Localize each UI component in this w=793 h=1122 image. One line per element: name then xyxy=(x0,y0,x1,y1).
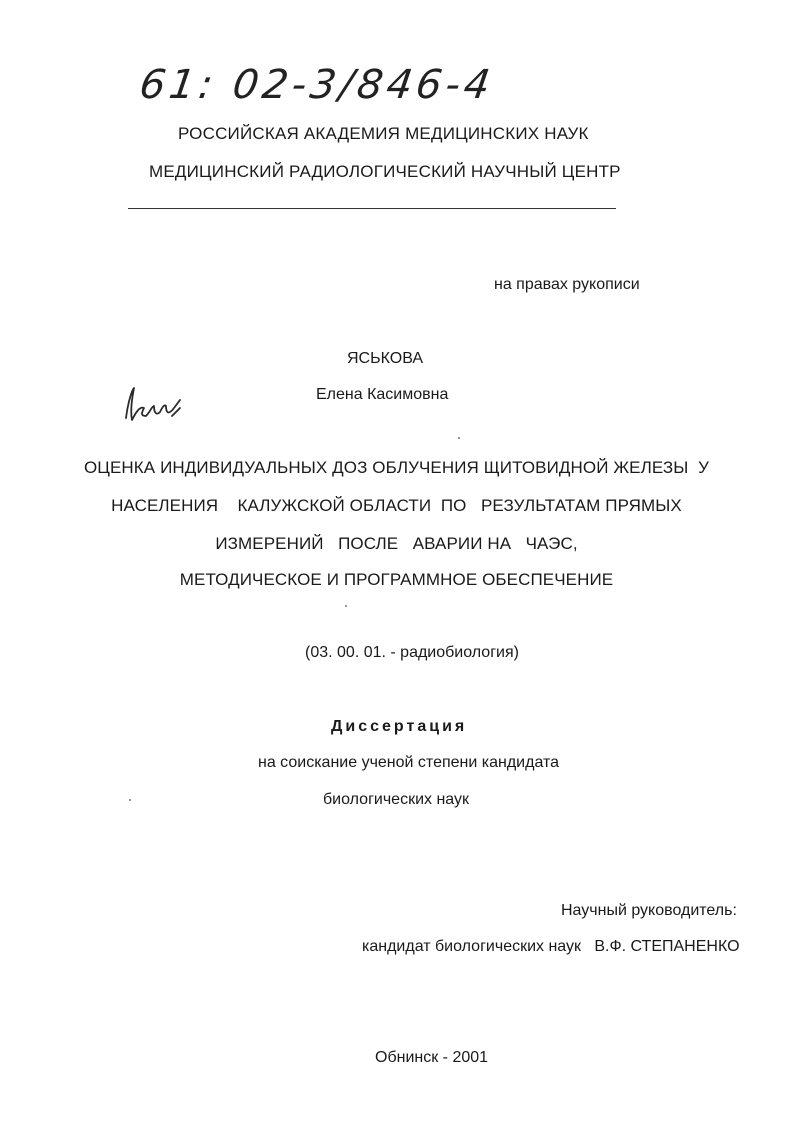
academy-name: РОССИЙСКАЯ АКАДЕМИЯ МЕДИЦИНСКИХ НАУК xyxy=(178,124,589,143)
title-line-1: ОЦЕНКА ИНДИВИДУАЛЬНЫХ ДОЗ ОБЛУЧЕНИЯ ЩИТОВИДНОЙ ЖЕЛЕЗЫ У xyxy=(83,458,709,477)
specialty: (03. 00. 01. - радиобиология) xyxy=(305,644,519,661)
scan-speck xyxy=(345,605,347,607)
title-line-2: НАСЕЛЕНИЯ КАЛУЖСКОЙ ОБЛАСТИ ПО РЕЗУЛЬТАТАМ ПРЯМЫХ xyxy=(111,496,682,515)
header-divider xyxy=(128,208,616,209)
manuscript-note: на правах рукописи xyxy=(494,276,640,293)
dissertation-label: Диссертация xyxy=(331,718,468,735)
archive-code: 61: 02-3/846-4 xyxy=(136,62,497,108)
scan-speck xyxy=(458,437,460,439)
author-name: Елена Касимовна xyxy=(316,386,449,403)
author-surname: ЯСЬКОВА xyxy=(347,350,424,367)
supervisor-label: Научный руководитель: xyxy=(561,902,737,919)
place-year: Обнинск - 2001 xyxy=(375,1049,489,1066)
signature xyxy=(118,382,188,428)
supervisor-name: кандидат биологических наук В.Ф. СТЕПАНЕНКО xyxy=(362,938,740,955)
scan-speck xyxy=(129,799,131,801)
title-line-4: МЕТОДИЧЕСКОЕ И ПРОГРАММНОЕ ОБЕСПЕЧЕНИЕ xyxy=(179,570,614,589)
center-name: МЕДИЦИНСКИЙ РАДИОЛОГИЧЕСКИЙ НАУЧНЫЙ ЦЕНТР xyxy=(149,162,621,181)
dissertation-line-1: на соискание ученой степени кандидата xyxy=(258,754,560,771)
dissertation-line-2: биологических наук xyxy=(323,791,470,808)
title-line-3: ИЗМЕРЕНИЙ ПОСЛЕ АВАРИИ НА ЧАЭС, xyxy=(215,534,578,553)
